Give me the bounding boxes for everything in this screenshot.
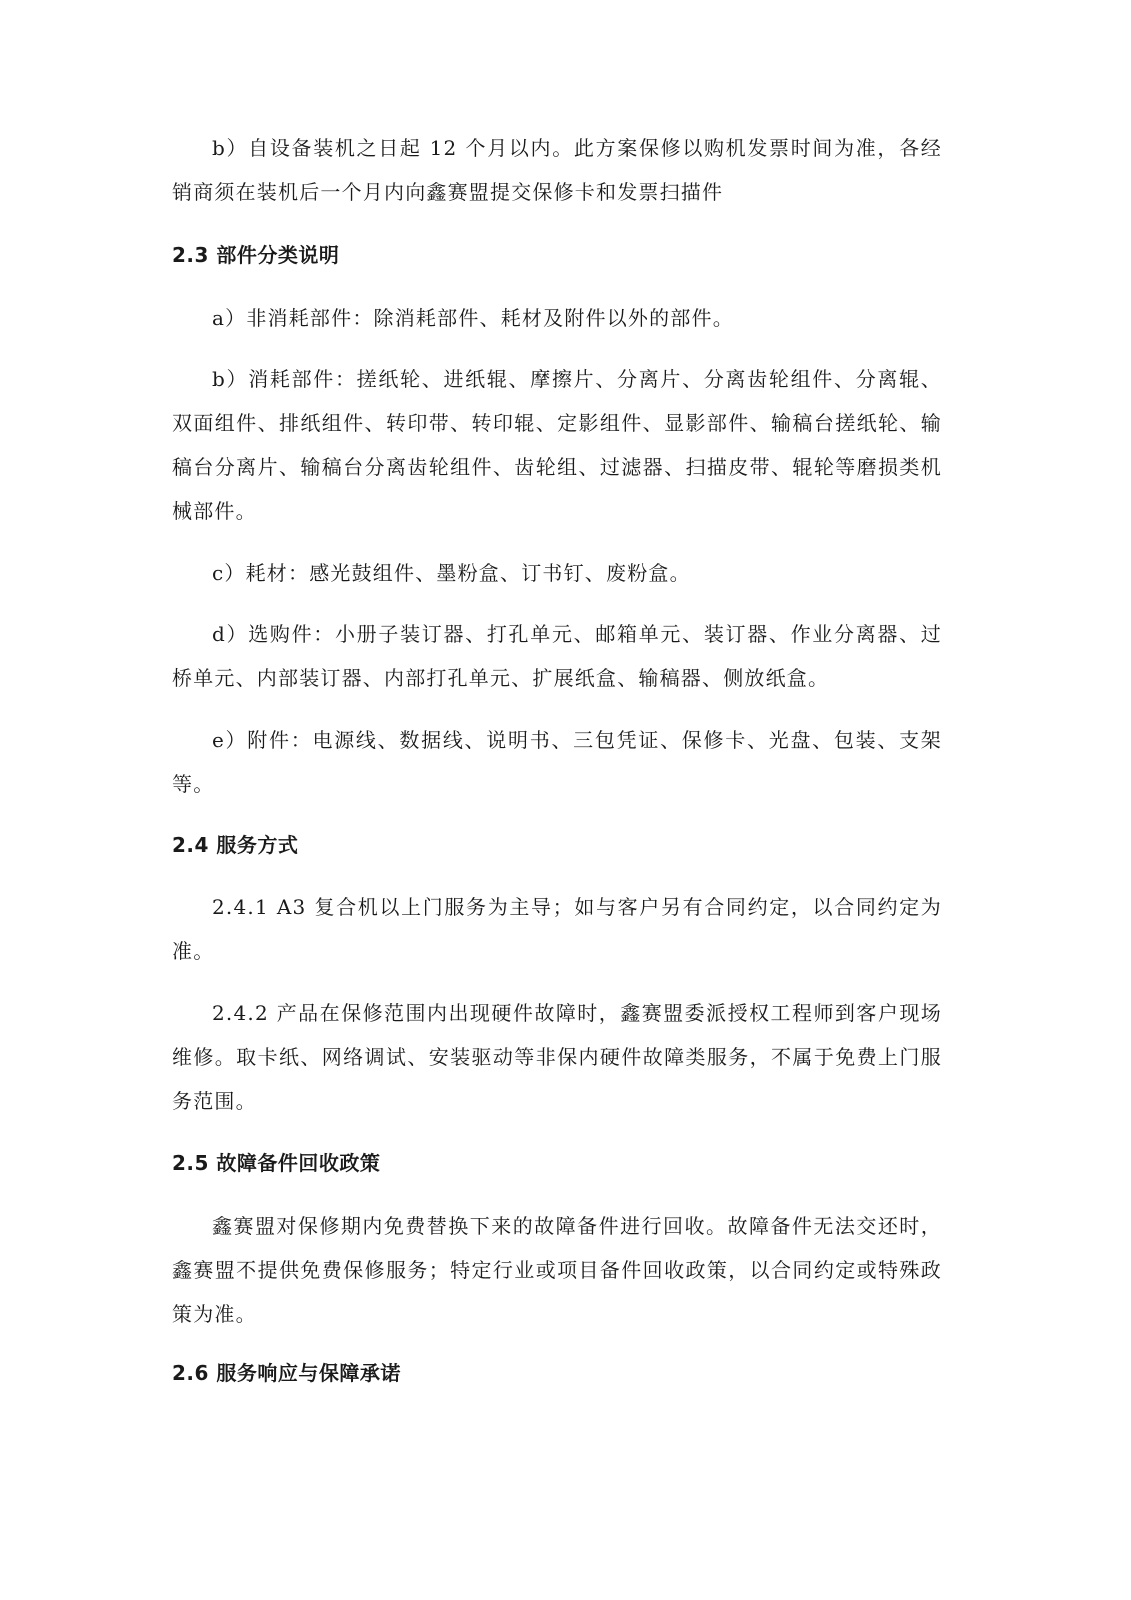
section-title: 2.4 服务方式 (172, 833, 299, 857)
paragraph-text: b）自设备装机之日起 12 个月以内。此方案保修以购机发票时间为准，各经销商须在装机后一个月内向鑫赛盟提交保修卡和发票扫描件 (172, 136, 942, 204)
section-heading-2-6 (172, 1358, 942, 1388)
paragraph-text: 2.4.2 产品在保修范围内出现硬件故障时，鑫赛盟委派授权工程师到客户现场维修。取卡纸、网络调试、安装驱动等非保内硬件故障类服务，不属于免费上门服务范围。 (172, 1001, 942, 1113)
section-title: 2.5 故障备件回收政策 (172, 1151, 381, 1175)
paragraph-text: e）附件：电源线、数据线、说明书、三包凭证、保修卡、光盘、包装、支架等。 (172, 728, 942, 796)
section-heading-2-5 (172, 1148, 942, 1178)
non-consumable-parts-paragraph (172, 296, 942, 340)
warranty-period-paragraph (172, 126, 942, 214)
paragraph-text: c）耗材：感光鼓组件、墨粉盒、订书钉、废粉盒。 (212, 561, 691, 585)
optional-parts-paragraph (172, 612, 942, 700)
paragraph-text: b）消耗部件：搓纸轮、进纸辊、摩擦片、分离片、分离齿轮组件、分离辊、双面组件、排纸组件、转印带、转印辊、定影组件、显影部件、输稿台搓纸轮、输稿台分离片、输稿台分离齿轮组件、齿轮组、过滤器、扫描皮带、辊轮等磨损类机械部件。 (172, 367, 942, 523)
service-mode-paragraph-2 (172, 991, 942, 1123)
paragraph-text: d）选购件：小册子装订器、打孔单元、邮箱单元、装订器、作业分离器、过桥单元、内部装订器、内部打孔单元、扩展纸盒、输稿器、侧放纸盒。 (172, 622, 942, 690)
parts-recovery-paragraph (172, 1204, 942, 1336)
paragraph-text: 鑫赛盟对保修期内免费替换下来的故障备件进行回收。故障备件无法交还时，鑫赛盟不提供免费保修服务；特定行业或项目备件回收政策，以合同约定或特殊政策为准。 (172, 1214, 942, 1326)
section-title: 2.3 部件分类说明 (172, 243, 340, 267)
supplies-paragraph (172, 551, 942, 595)
service-mode-paragraph-1 (172, 885, 942, 973)
consumable-parts-paragraph (172, 357, 942, 533)
paragraph-text: 2.4.1 A3 复合机以上门服务为主导；如与客户另有合同约定，以合同约定为准。 (172, 895, 942, 963)
section-title: 2.6 服务响应与保障承诺 (172, 1361, 401, 1385)
section-heading-2-4 (172, 830, 942, 860)
paragraph-text: a）非消耗部件：除消耗部件、耗材及附件以外的部件。 (212, 306, 734, 330)
accessories-paragraph (172, 718, 942, 806)
section-heading-2-3 (172, 240, 942, 270)
